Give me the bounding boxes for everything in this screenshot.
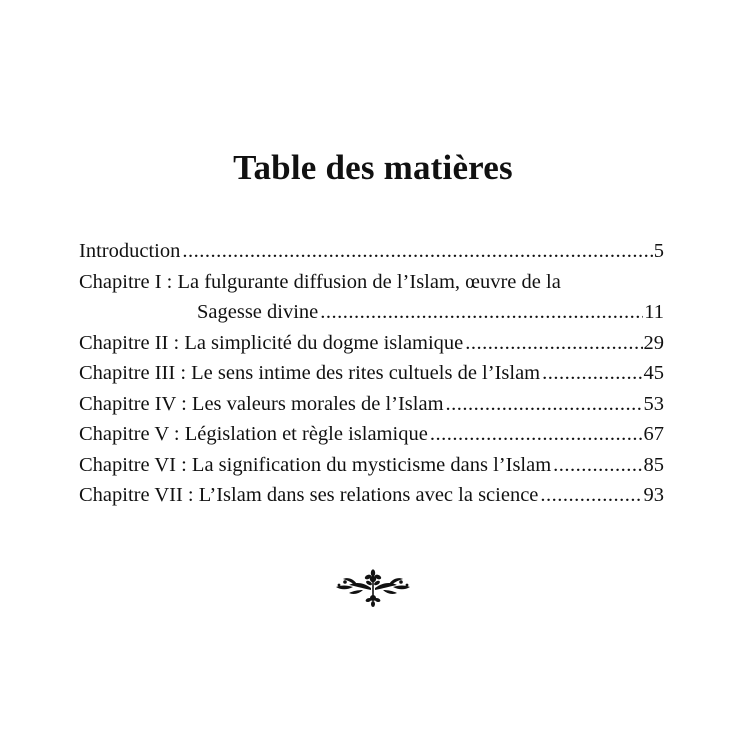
toc-entry-chapitre-7: [79, 480, 664, 511]
toc-entry-chapitre-4: [79, 389, 664, 420]
toc-entry-chapitre-5: [79, 419, 664, 450]
toc-entry-label: Chapitre IV : Les valeurs morales de l’Islam: [79, 392, 444, 415]
toc-page-number: 67: [643, 423, 664, 445]
toc-page-number: 53: [643, 392, 664, 415]
toc-leader-dots: [465, 328, 642, 359]
toc-entry-label: Sagesse divine: [197, 301, 319, 323]
table-of-contents: [79, 236, 664, 511]
floral-ornament-icon: [333, 568, 413, 608]
toc-leader-dots: [446, 389, 643, 420]
page-title: Table des matières: [233, 148, 513, 187]
toc-entry-label: Chapitre VII : L’Islam dans ses relations avec la science: [79, 484, 539, 506]
toc-entry-chapitre-1-line1: Chapitre I : La fulgurante diffusion de l’Islam, œuvre de la: [79, 270, 561, 293]
toc-leader-dots: [430, 419, 643, 450]
toc-entry-label: Chapitre VI : La signification du mysticisme dans l’Islam: [79, 453, 552, 476]
toc-entry-label: Chapitre II : La simplicité du dogme islamique: [79, 331, 464, 354]
toc-page-number: 11: [644, 301, 664, 323]
toc-page-number: 93: [643, 484, 664, 506]
toc-leader-dots: [182, 236, 652, 267]
toc-page-number: 85: [643, 453, 664, 476]
toc-page-number: 45: [643, 362, 664, 384]
toc-entry-chapitre-1: [79, 297, 664, 328]
toc-leader-dots: [542, 358, 642, 389]
toc-page-number: 29: [643, 331, 664, 354]
toc-entry-chapitre-2: [79, 328, 664, 359]
toc-leader-dots: [540, 480, 642, 511]
toc-entry-label: Chapitre V : Législation et règle islamique: [79, 423, 428, 445]
toc-entry-introduction: [79, 236, 664, 267]
toc-entry-chapitre-6: [79, 450, 664, 481]
toc-leader-dots: [320, 297, 643, 328]
toc-page-number: 5: [653, 240, 664, 262]
toc-entry-label: Introduction: [79, 240, 181, 262]
toc-entry-label: Chapitre III : Le sens intime des rites cultuels de l’Islam: [79, 362, 541, 384]
toc-leader-dots: [553, 450, 642, 481]
toc-entry-chapitre-3: [79, 358, 664, 389]
